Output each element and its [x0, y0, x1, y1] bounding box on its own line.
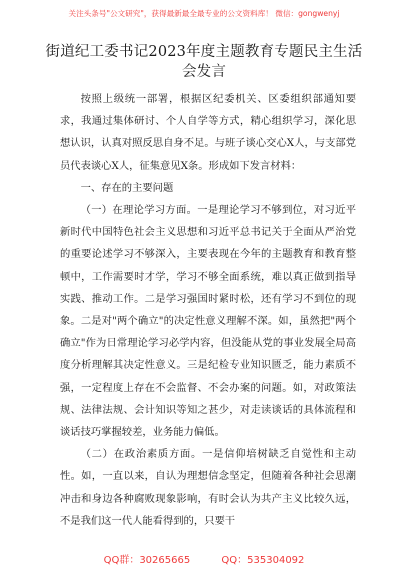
promo-banner: 关注头条号"公文研究"，获得最新最全最专业的公文资料库！ 微信：gongwenyj — [68, 9, 340, 18]
political-quality-paragraph: （二）在政治素质方面。一是信仰培树缺乏自觉性和主动性。如，一直以来，自认为理想信念坚定，但随着各种社会思潮冲击和身边各种腐败现象影响，有时会认为共产主义比较久远，不是我们这一代人能看得到的，只要干 — [60, 448, 356, 527]
document-title: 街道纪工委书记2023年度主题教育专题民主生活会发言 — [45, 44, 363, 80]
contact-footer — [0, 551, 408, 566]
document-body — [60, 88, 356, 532]
theory-study-paragraph: （一）在理论学习方面。一是理论学习不够到位，对习近平新时代中国特色社会主义思想和习近平总书记关于全面从严治党的重要论述学习不够深入，主要表现在今年的主题教育和教育整顿中，工作需要时才学，学习不够全面系统，难以真正做到指导实践、推动工作。二是学习强国时紧时松，还有学习不到位的现象。二是对"两个确立"的决定性意义理解不深。如，虽然把"两个确立"作为日常理论学习必学内容，但没能从党的事业发展全局高度分析理解其决定性意义。三是纪检专业知识匮乏，能力素质不强，一定程度上存在不会监督、不会办案的问题。如，对政策法规、法律法规、会计知识等知之甚少，对走读谈话的具体流程和谈话技巧掌握较差，业务能力偏低。 — [60, 204, 356, 439]
intro-paragraph: 按照上级统一部署，根据区纪委机关、区委组织部通知要求，我通过集体研讨、个人自学等方式，精心组织学习，深化思想认识，认真对照反思自身不足。与班子谈心交心X人，与支部党员代表谈心X人，征集意见X条。形成如下发言材料： — [60, 93, 356, 172]
section-heading: 一、存在的主要问题 — [80, 181, 174, 194]
qq-contact-label: QQ：535304092 — [221, 555, 305, 566]
qq-group-label: QQ群：30265665 — [103, 555, 191, 566]
